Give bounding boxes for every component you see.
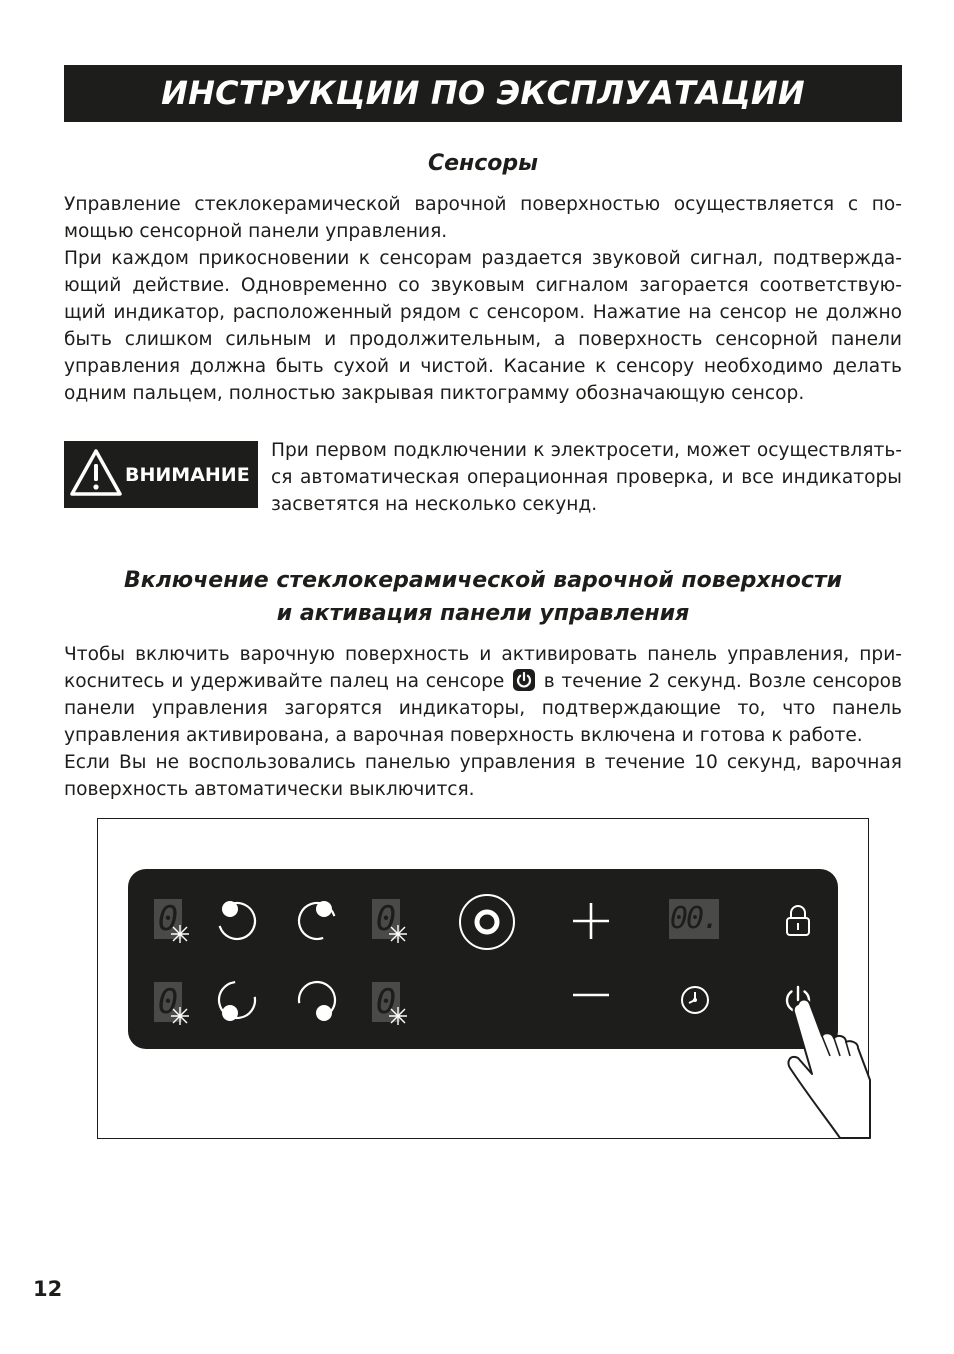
page-number: 12 (33, 1277, 63, 1301)
warning-label: ВНИМАНИЕ (125, 464, 250, 486)
heat-indicator-icon (168, 1004, 192, 1028)
warning-triangle-icon (68, 447, 124, 499)
zone-rear-right-icon[interactable] (294, 897, 340, 943)
zone-display-front-right: 0 (372, 899, 400, 939)
timer-display: 00. (669, 899, 719, 939)
section-title-activation-line1: Включение стеклокерамической варочной поверхности (123, 568, 843, 593)
hand-pointer-icon (780, 990, 875, 1140)
minus-icon[interactable] (572, 985, 610, 1005)
zone-display-rear-left: 0 (154, 982, 182, 1022)
zone-display-front-left: 0 (154, 899, 182, 939)
page-title: ИНСТРУКЦИИ ПО ЭКСПЛУАТАЦИИ (161, 74, 805, 112)
zone-rear-left-icon[interactable] (214, 897, 260, 943)
header-banner (64, 65, 902, 122)
activation-paragraph-2: Если Вы не воспользовались панелью управления в течение 10 секунд, варочная поверхность автоматически выключится. (64, 752, 902, 800)
timer-icon[interactable] (679, 984, 711, 1016)
heat-indicator-icon (386, 922, 410, 946)
section-title-activation-line2: и активация панели управления (276, 601, 690, 626)
sensors-paragraph-1: Управление стеклокерамической варочной поверхностью осуществляется с помощью сенсорной панели управления. (64, 194, 902, 242)
activation-paragraph-1 (64, 641, 902, 749)
zone-front-left-icon[interactable] (214, 978, 260, 1024)
power-icon (513, 669, 535, 691)
zone-display-rear-right: 0 (372, 982, 400, 1022)
heat-indicator-icon (168, 922, 192, 946)
activation-text-part1: Чтобы включить варочную поверхность и активировать панель управления, прикоснитесь и удерживайте палец на сенсоре (64, 644, 902, 692)
dual-zone-icon[interactable] (458, 893, 516, 951)
section-title-sensors: Сенсоры (427, 151, 539, 176)
sensors-paragraph-2: При каждом прикосновении к сенсорам раздается звуковой сигнал, подтверждающий действие. Одновременно со звуковым сигналом загорается соответствующий индикатор, расположенный рядом с сенсором. Нажатие на сенсор не должно быть слишком сильным и продолжительным, а поверхность сенсорной панели управления должна быть сухой и чистой. Касание к сенсору необходимо делать одним пальцем, полностью закрывая пиктограмму обозначающую сенсор. (64, 248, 902, 404)
plus-icon[interactable] (572, 902, 610, 940)
heat-indicator-icon (386, 1004, 410, 1028)
activation-text-part2: в течение 2 секунд. Возле сенсоров панели управления загорятся индикаторы, подтверждающие то, что панель управления активирована, а варочная поверхность включена и готова к работе. (64, 671, 903, 746)
warning-text: При первом подключении к электросети, может осуществляться автоматическая операционная проверка, и все индикаторы засветятся на несколько секунд. (271, 440, 902, 515)
lock-icon[interactable] (784, 904, 812, 938)
zone-front-right-icon[interactable] (294, 978, 340, 1024)
